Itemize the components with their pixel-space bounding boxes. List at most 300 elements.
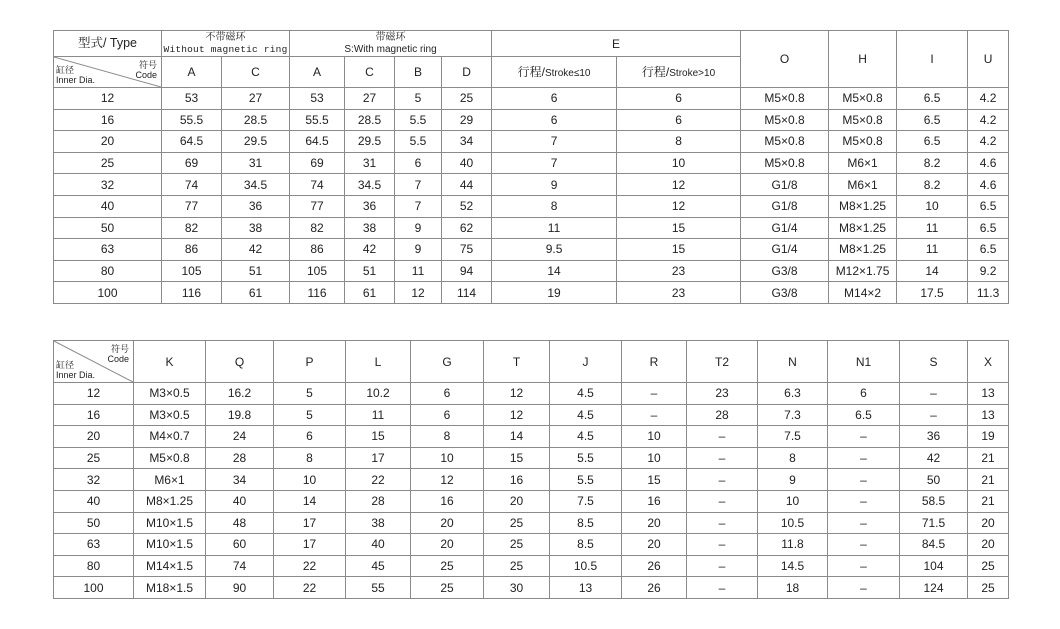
col-header-O: O xyxy=(741,31,829,88)
table-cell: 6 xyxy=(617,109,741,131)
table-cell: 61 xyxy=(345,282,395,304)
table-cell: – xyxy=(828,469,900,491)
table-row xyxy=(54,490,1009,512)
table-cell: 6 xyxy=(274,426,346,448)
table-cell: M5×0.8 xyxy=(829,109,897,131)
table-cell: – xyxy=(687,555,758,577)
table-cell: 60 xyxy=(206,534,274,556)
table-cell: 5.5 xyxy=(550,447,622,469)
table-cell: 27 xyxy=(222,88,290,110)
table-cell: 6 xyxy=(395,152,442,174)
table-row xyxy=(54,512,1009,534)
table-cell: 38 xyxy=(222,217,290,239)
bore-size-cell: 80 xyxy=(54,260,162,282)
table-cell: 84.5 xyxy=(900,534,968,556)
bore-size-cell: 25 xyxy=(54,152,162,174)
table-row xyxy=(54,404,1009,426)
table-cell: 20 xyxy=(484,490,550,512)
table-cell: 4.2 xyxy=(968,109,1009,131)
table-cell: 86 xyxy=(162,239,222,261)
table-cell: 29.5 xyxy=(222,131,290,153)
bore-size-cell: 20 xyxy=(54,426,134,448)
table-cell: 11 xyxy=(395,260,442,282)
table-cell: 74 xyxy=(290,174,345,196)
table-cell: 21 xyxy=(968,447,1009,469)
col-header-K: K xyxy=(134,341,206,383)
table-cell: 9.2 xyxy=(968,260,1009,282)
table-cell: 8 xyxy=(758,447,828,469)
table-cell: – xyxy=(622,383,687,405)
table-row xyxy=(54,109,1009,131)
table-cell: 45 xyxy=(346,555,411,577)
table-cell: – xyxy=(828,512,900,534)
table-cell: 7 xyxy=(395,195,442,217)
col-header-H: H xyxy=(829,31,897,88)
table-cell: 34.5 xyxy=(345,174,395,196)
dimension-table-1 xyxy=(53,30,1009,304)
table-cell: 74 xyxy=(162,174,222,196)
table-cell: 16 xyxy=(411,490,484,512)
table-cell: 5.5 xyxy=(550,469,622,491)
table-cell: 25 xyxy=(484,512,550,534)
table-cell: 11 xyxy=(897,217,968,239)
table-row xyxy=(54,469,1009,491)
table-cell: 53 xyxy=(290,88,345,110)
table-cell: 105 xyxy=(162,260,222,282)
table-cell: 12 xyxy=(617,195,741,217)
table-cell: 82 xyxy=(290,217,345,239)
table-cell: 10 xyxy=(758,490,828,512)
col-header-A: A xyxy=(162,57,222,88)
table-cell: 11.8 xyxy=(758,534,828,556)
col-header-L: L xyxy=(346,341,411,383)
dimension-table-2 xyxy=(53,340,1009,599)
table-cell: 19.8 xyxy=(206,404,274,426)
table-cell: 24 xyxy=(206,426,274,448)
table-cell: 6.5 xyxy=(897,109,968,131)
table-cell: M6×1 xyxy=(829,174,897,196)
table-cell: 14 xyxy=(492,260,617,282)
table-cell: 6.5 xyxy=(968,239,1009,261)
col-header-U: U xyxy=(968,31,1009,88)
table-cell: 6 xyxy=(828,383,900,405)
table-row xyxy=(54,426,1009,448)
table-row xyxy=(54,383,1009,405)
table-cell: M5×0.8 xyxy=(741,109,829,131)
table-cell: 7.5 xyxy=(758,426,828,448)
table-cell: 29 xyxy=(442,109,492,131)
col-header-S: S xyxy=(900,341,968,383)
table-cell: 16 xyxy=(484,469,550,491)
table-cell: M8×1.25 xyxy=(829,217,897,239)
table-cell: 4.2 xyxy=(968,88,1009,110)
table-cell: 20 xyxy=(622,534,687,556)
table-2-body xyxy=(54,383,1009,599)
code-bore-diagonal-cell-2 xyxy=(54,341,134,383)
table-cell: 55.5 xyxy=(162,109,222,131)
table-cell: 62 xyxy=(442,217,492,239)
table-cell: 94 xyxy=(442,260,492,282)
table-cell: – xyxy=(687,534,758,556)
table-cell: 25 xyxy=(484,534,550,556)
table-cell: – xyxy=(687,577,758,599)
bore-label: 缸径 Inner Dia. xyxy=(56,65,96,85)
table-cell: M5×0.8 xyxy=(134,447,206,469)
e-header: E xyxy=(492,31,741,57)
table-cell: 23 xyxy=(617,260,741,282)
col-header-S-A: A xyxy=(290,57,345,88)
col-header-N: N xyxy=(758,341,828,383)
with-ring-cn: 带磁环 xyxy=(375,31,406,43)
table-cell: 28 xyxy=(206,447,274,469)
table-cell: 69 xyxy=(162,152,222,174)
col-header-T2: T2 xyxy=(687,341,758,383)
table-cell: 5 xyxy=(274,404,346,426)
table-cell: 4.6 xyxy=(968,152,1009,174)
table-cell: – xyxy=(687,426,758,448)
table-cell: 11.3 xyxy=(968,282,1009,304)
table-row xyxy=(54,239,1009,261)
table-cell: 26 xyxy=(622,577,687,599)
table-cell: – xyxy=(687,469,758,491)
table-cell: 51 xyxy=(222,260,290,282)
table-cell: – xyxy=(828,490,900,512)
table-cell: 8.5 xyxy=(550,512,622,534)
table-cell: 23 xyxy=(617,282,741,304)
table-cell: 17 xyxy=(274,534,346,556)
table-cell: – xyxy=(828,447,900,469)
table-cell: 6.5 xyxy=(968,195,1009,217)
table-cell: 6.5 xyxy=(897,88,968,110)
table-cell: 48 xyxy=(206,512,274,534)
table-cell: 22 xyxy=(346,469,411,491)
col-header-S-C: C xyxy=(345,57,395,88)
table-cell: – xyxy=(622,404,687,426)
table-cell: 6 xyxy=(492,109,617,131)
table-row xyxy=(54,282,1009,304)
bore-size-cell: 100 xyxy=(54,282,162,304)
table-cell: 12 xyxy=(484,383,550,405)
table-cell: 11 xyxy=(492,217,617,239)
bore-size-cell: 12 xyxy=(54,383,134,405)
table-cell: 15 xyxy=(484,447,550,469)
col-header-P: P xyxy=(274,341,346,383)
table-cell: 36 xyxy=(900,426,968,448)
code-label: 符号 Code xyxy=(135,60,157,80)
table-cell: 22 xyxy=(274,555,346,577)
table-cell: 31 xyxy=(345,152,395,174)
table-cell: 15 xyxy=(617,217,741,239)
table-cell: M14×2 xyxy=(829,282,897,304)
table-cell: 8 xyxy=(411,426,484,448)
bore-label: 缸径 Inner Dia. xyxy=(56,360,96,380)
table-cell: 20 xyxy=(968,512,1009,534)
table-cell: 36 xyxy=(222,195,290,217)
table-cell: 21 xyxy=(968,469,1009,491)
table-cell: M8×1.25 xyxy=(829,195,897,217)
table-cell: 10.2 xyxy=(346,383,411,405)
table-cell: M8×1.25 xyxy=(829,239,897,261)
table-cell: 28.5 xyxy=(345,109,395,131)
table-cell: G1/8 xyxy=(741,174,829,196)
table-cell: – xyxy=(828,577,900,599)
col-header-G: G xyxy=(411,341,484,383)
table-cell: G1/4 xyxy=(741,239,829,261)
table-cell: 75 xyxy=(442,239,492,261)
table-cell: 27 xyxy=(345,88,395,110)
table-cell: 40 xyxy=(346,534,411,556)
table-cell: 26 xyxy=(622,555,687,577)
table-cell: 14 xyxy=(274,490,346,512)
table-cell: 17 xyxy=(274,512,346,534)
table-cell: 20 xyxy=(622,512,687,534)
table-cell: 10 xyxy=(617,152,741,174)
col-header-I: I xyxy=(897,31,968,88)
table-cell: 74 xyxy=(206,555,274,577)
table-cell: – xyxy=(828,534,900,556)
col-header-T: T xyxy=(484,341,550,383)
table-cell: 55 xyxy=(346,577,411,599)
table-cell: 19 xyxy=(492,282,617,304)
table-cell: M12×1.75 xyxy=(829,260,897,282)
col-header-D: D xyxy=(442,57,492,88)
table-cell: 55.5 xyxy=(290,109,345,131)
table-cell: 34 xyxy=(206,469,274,491)
table-cell: 20 xyxy=(411,512,484,534)
table-cell: 10 xyxy=(411,447,484,469)
table-cell: – xyxy=(828,426,900,448)
table-cell: 25 xyxy=(968,577,1009,599)
table-cell: 53 xyxy=(162,88,222,110)
table-cell: 10.5 xyxy=(758,512,828,534)
table-cell: 6 xyxy=(492,88,617,110)
without-ring-header xyxy=(162,31,290,57)
table-row xyxy=(54,152,1009,174)
bore-size-cell: 40 xyxy=(54,195,162,217)
table-cell: 34 xyxy=(442,131,492,153)
table-cell: 6.5 xyxy=(968,217,1009,239)
table-cell: 64.5 xyxy=(290,131,345,153)
table-cell: 15 xyxy=(346,426,411,448)
table-cell: 28.5 xyxy=(222,109,290,131)
table-cell: 6 xyxy=(617,88,741,110)
table-cell: 71.5 xyxy=(900,512,968,534)
table-row xyxy=(54,447,1009,469)
table-cell: 40 xyxy=(206,490,274,512)
table-cell: M5×0.8 xyxy=(741,152,829,174)
bore-size-cell: 16 xyxy=(54,109,162,131)
bore-size-cell: 20 xyxy=(54,131,162,153)
table-cell: 11 xyxy=(897,239,968,261)
table-cell: 42 xyxy=(900,447,968,469)
table-cell: 12 xyxy=(411,469,484,491)
table-cell: 25 xyxy=(411,577,484,599)
col-header-B: B xyxy=(395,57,442,88)
table-cell: 29.5 xyxy=(345,131,395,153)
table-cell: 11 xyxy=(346,404,411,426)
table-cell: 42 xyxy=(345,239,395,261)
table-cell: 4.5 xyxy=(550,404,622,426)
with-ring-header xyxy=(290,31,492,57)
table-cell: 114 xyxy=(442,282,492,304)
table-cell: 19 xyxy=(968,426,1009,448)
table-1-body xyxy=(54,88,1009,304)
col-header-J: J xyxy=(550,341,622,383)
table-cell: – xyxy=(687,447,758,469)
bore-size-cell: 63 xyxy=(54,534,134,556)
col-header-N1: N1 xyxy=(828,341,900,383)
col-header-stroke-le-10: 行程/Stroke≤10 xyxy=(492,57,617,88)
col-header-C: C xyxy=(222,57,290,88)
table-cell: 17.5 xyxy=(897,282,968,304)
table-cell: M8×1.25 xyxy=(134,490,206,512)
table-cell: – xyxy=(687,490,758,512)
table-cell: M5×0.8 xyxy=(741,88,829,110)
table-cell: 14 xyxy=(897,260,968,282)
table-cell: 4.2 xyxy=(968,131,1009,153)
table-cell: – xyxy=(900,404,968,426)
table-cell: 69 xyxy=(290,152,345,174)
table-cell: 58.5 xyxy=(900,490,968,512)
table-cell: 6 xyxy=(411,383,484,405)
table-cell: 9 xyxy=(758,469,828,491)
table-cell: 104 xyxy=(900,555,968,577)
bore-size-cell: 50 xyxy=(54,217,162,239)
table-cell: 15 xyxy=(622,469,687,491)
table-cell: 38 xyxy=(346,512,411,534)
bore-size-cell: 16 xyxy=(54,404,134,426)
table-cell: 9 xyxy=(395,217,442,239)
table-cell: 52 xyxy=(442,195,492,217)
table-cell: M5×0.8 xyxy=(829,88,897,110)
table-cell: M18×1.5 xyxy=(134,577,206,599)
table-cell: 34.5 xyxy=(222,174,290,196)
table-cell: 7 xyxy=(492,152,617,174)
table-cell: 8 xyxy=(492,195,617,217)
table-cell: – xyxy=(900,383,968,405)
table-cell: 15 xyxy=(617,239,741,261)
table-cell: M5×0.8 xyxy=(741,131,829,153)
col-header-X: X xyxy=(968,341,1009,383)
table-cell: 6 xyxy=(411,404,484,426)
table-cell: 5.5 xyxy=(395,109,442,131)
table-cell: 28 xyxy=(346,490,411,512)
table-cell: 40 xyxy=(442,152,492,174)
table-cell: – xyxy=(828,555,900,577)
table-cell: 18 xyxy=(758,577,828,599)
table-cell: 21 xyxy=(968,490,1009,512)
table-cell: G3/8 xyxy=(741,282,829,304)
table-cell: 9 xyxy=(492,174,617,196)
table-cell: M10×1.5 xyxy=(134,512,206,534)
table-cell: 82 xyxy=(162,217,222,239)
table-cell: 10 xyxy=(622,426,687,448)
bore-size-cell: 32 xyxy=(54,174,162,196)
table-cell: M5×0.8 xyxy=(829,131,897,153)
table-cell: M4×0.7 xyxy=(134,426,206,448)
table-cell: 51 xyxy=(345,260,395,282)
table-cell: 16.2 xyxy=(206,383,274,405)
table-cell: 9 xyxy=(395,239,442,261)
without-ring-en: Without magnetic ring xyxy=(163,43,288,55)
table-cell: G1/4 xyxy=(741,217,829,239)
table-cell: 8.5 xyxy=(550,534,622,556)
with-ring-en: S:With magnetic ring xyxy=(344,43,437,55)
table-cell: 77 xyxy=(162,195,222,217)
table-cell: 7 xyxy=(492,131,617,153)
table-cell: M3×0.5 xyxy=(134,404,206,426)
table-cell: G3/8 xyxy=(741,260,829,282)
table-row xyxy=(54,577,1009,599)
bore-size-cell: 100 xyxy=(54,577,134,599)
table-cell: 20 xyxy=(411,534,484,556)
table-cell: 12 xyxy=(395,282,442,304)
table-cell: M6×1 xyxy=(134,469,206,491)
table-cell: M6×1 xyxy=(829,152,897,174)
bore-size-cell: 50 xyxy=(54,512,134,534)
table-row xyxy=(54,534,1009,556)
table-cell: 14.5 xyxy=(758,555,828,577)
table-row xyxy=(54,131,1009,153)
table-cell: 13 xyxy=(968,383,1009,405)
table-cell: 10 xyxy=(274,469,346,491)
col-header-stroke-gt-10: 行程/Stroke>10 xyxy=(617,57,741,88)
table-cell: 25 xyxy=(968,555,1009,577)
table-cell: 4.6 xyxy=(968,174,1009,196)
table-cell: 8 xyxy=(617,131,741,153)
table-cell: 7.3 xyxy=(758,404,828,426)
table-cell: 90 xyxy=(206,577,274,599)
table-cell: 20 xyxy=(968,534,1009,556)
table-cell: 61 xyxy=(222,282,290,304)
table-cell: M14×1.5 xyxy=(134,555,206,577)
table-cell: 30 xyxy=(484,577,550,599)
table-cell: 116 xyxy=(290,282,345,304)
table-cell: 8.2 xyxy=(897,152,968,174)
table-cell: M10×1.5 xyxy=(134,534,206,556)
table-cell: 7.5 xyxy=(550,490,622,512)
table-cell: 4.5 xyxy=(550,426,622,448)
table-cell: 16 xyxy=(622,490,687,512)
bore-size-cell: 63 xyxy=(54,239,162,261)
table-cell: 5.5 xyxy=(395,131,442,153)
table-cell: 28 xyxy=(687,404,758,426)
table-cell: 8 xyxy=(274,447,346,469)
table-cell: 12 xyxy=(617,174,741,196)
table-cell: 25 xyxy=(484,555,550,577)
table-cell: 8.2 xyxy=(897,174,968,196)
table-cell: 14 xyxy=(484,426,550,448)
col-header-R: R xyxy=(622,341,687,383)
table-cell: 6.5 xyxy=(828,404,900,426)
table-cell: 13 xyxy=(968,404,1009,426)
table-cell: 7 xyxy=(395,174,442,196)
table-cell: 25 xyxy=(411,555,484,577)
table-cell: 64.5 xyxy=(162,131,222,153)
table-cell: 4.5 xyxy=(550,383,622,405)
col-header-Q: Q xyxy=(206,341,274,383)
table-cell: 38 xyxy=(345,217,395,239)
table-row xyxy=(54,217,1009,239)
table-cell: 86 xyxy=(290,239,345,261)
table-row xyxy=(54,195,1009,217)
table-cell: 5 xyxy=(395,88,442,110)
table-cell: 12 xyxy=(484,404,550,426)
table-cell: 44 xyxy=(442,174,492,196)
table-cell: – xyxy=(687,512,758,534)
table-cell: 124 xyxy=(900,577,968,599)
table-cell: 17 xyxy=(346,447,411,469)
